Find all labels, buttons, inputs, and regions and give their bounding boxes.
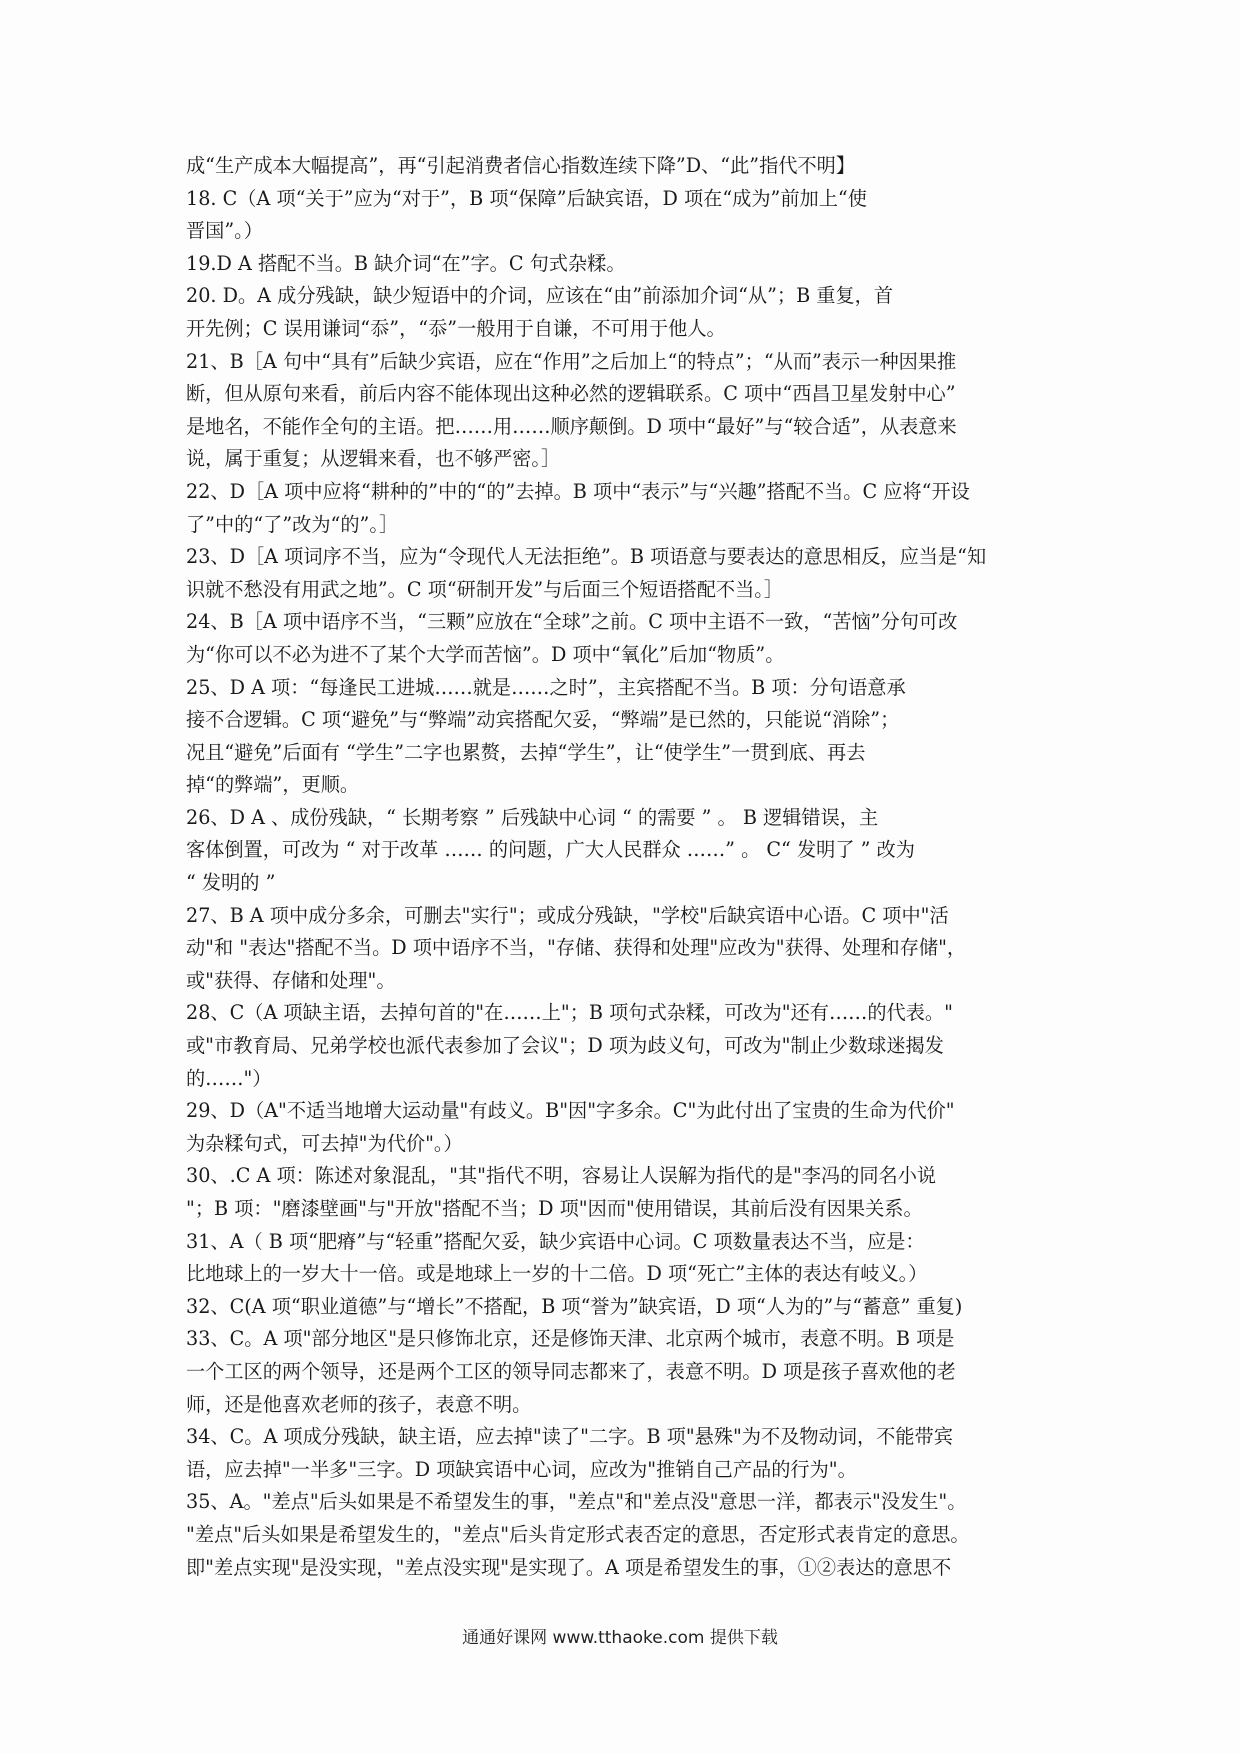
text-line: 34、C。A 项成分残缺，缺主语，应去掉"读了"二字。B 项"悬殊"为不及物动词，不能带宾: [186, 1425, 953, 1449]
text-line: "；B 项："磨漆壁画"与"开放"搭配不当；D 项"因而"使用错误，其前后没有因果关系。: [186, 1197, 923, 1220]
text-line: 24、B［A 项中语序不当，“三颗”应放在“全球”之前。C 项中主语不一致，“苦恼”分句可改: [186, 610, 958, 634]
text-line: 25、D A 项：“每逢民工进城……就是……之时”，主宾搭配不当。B 项：分句语意承: [186, 675, 906, 699]
text-line: 或"获得、存储和处理"。: [186, 968, 396, 992]
text-line: 20. D。A 成分残缺，缺少短语中的介词，应该在“由”前添加介词“从”；B 重复，首: [186, 284, 894, 308]
text-line: 掉“的弊端”，更顺。: [186, 773, 360, 797]
text-line: "差点"后头如果是希望发生的，"差点"后头肯定形式表否定的意思，否定形式表肯定的意思。: [186, 1522, 970, 1546]
text-line: 27、B A 项中成分多余，可删去"实行"；或成分残缺，"学校"后缺宾语中心语。C 项中"活: [186, 903, 949, 927]
text-line: 说，属于重复；从逻辑来看，也不够严密。］: [186, 447, 561, 471]
text-line: 32、C(A 项“职业道德”与“增长”不搭配，B 项“誉为”缺宾语，D 项“人为的”与“蓄意” 重复): [186, 1294, 963, 1318]
text-line: 35、A。"差点"后头如果是不希望发生的事，"差点"和"差点没"意思一洋，都表示"没发生"。: [186, 1490, 967, 1514]
text-line: 了”中的“了”改为“的”。］: [186, 512, 399, 536]
text-line: 29、D（A"不适当地增大运动量"有歧义。B"因"字多余。C"为此付出了宝贵的生命为代价": [186, 1099, 955, 1123]
text-line: 况且“避免”后面有 “学生”二字也累赘，去掉“学生”，让“使学生”一贯到底、再去: [186, 740, 866, 764]
text-line: 识就不愁没有用武之地”。C 项“研制开发”与后面三个短语搭配不当。］: [186, 577, 784, 601]
text-line: 即"差点实现"是没实现，"差点没实现"是实现了。A 项是希望发生的事，①②表达的意思不: [186, 1555, 952, 1579]
text-line: 22、D［A 项中应将“耕种的”中的“的”去掉。B 项中“表示”与“兴趣”搭配不当。C 应将“开设: [186, 479, 970, 503]
text-line: 31、A（ B 项“肥瘠”与“轻重”搭配欠妥，缺少宾语中心词。C 项数量表达不当，应是：: [186, 1229, 925, 1253]
text-line: 19.D A 搭配不当。B 缺介词“在”字。C 句式杂糅。: [186, 251, 626, 275]
text-line: 33、C。A 项"部分地区"是只修饰北京，还是修饰天津、北京两个城市，表意不明。B 项是: [186, 1327, 955, 1351]
text-line: 为杂糅句式，可去掉"为代价"。）: [186, 1131, 463, 1155]
text-line: 的……"）: [186, 1066, 272, 1090]
text-line: 18. C（A 项“关于”应为“对于”，B 项“保障”后缺宾语，D 项在“成为”前加上“使: [186, 186, 867, 210]
text-line: 26、D A 、成份残缺，“ 长期考察 ” 后残缺中心词 “ 的需要 ” 。 B 逻辑错误，主: [186, 805, 879, 829]
text-line: 23、D［A 项词序不当，应为“令现代人无法拒绝”。B 项语意与要表达的意思相反，应当是“知: [186, 545, 987, 569]
text-line: 开先例；C 误用谦词“忝”，“忝”一般用于自谦，不可用于他人。: [186, 316, 726, 340]
text-line: 是地名，不能作全句的主语。把……用……顺序颠倒。D 项中“最好”与“较合适”，从表意来: [186, 414, 957, 438]
text-line: 成“生产成本大幅提高”，再“引起消费者信心指数连续下降”D、“此”指代不明】: [186, 154, 856, 177]
text-line: 师，还是他喜欢老师的孩子，表意不明。: [186, 1392, 532, 1416]
text-line: 语，应去掉"一半多"三字。D 项缺宾语中心词，应改为"推销自己产品的行为"。: [186, 1457, 857, 1481]
text-line: 一个工区的两个领导，还是两个工区的领导同志都来了，表意不明。D 项是孩子喜欢他的老: [186, 1359, 956, 1383]
text-line: 30、.C A 项：陈述对象混乱，"其"指代不明，容易让人误解为指代的是"李冯的同名小说: [186, 1164, 937, 1188]
page-footer: 通通好课网 www.tthaoke.com 提供下载: [462, 1628, 778, 1648]
text-line: 或"市教育局、兄弟学校也派代表参加了会议"；D 项为歧义句，可改为"制止少数球迷揭发: [186, 1034, 944, 1058]
text-line: “ 发明的 ”: [186, 871, 276, 895]
text-line: 接不合逻辑。C 项“避免”与“弊端”动宾搭配欠妥，“弊端”是已然的，只能说“消除”；: [186, 708, 900, 732]
answer-text-body: [186, 150, 1056, 1584]
text-line: 晋国”。）: [186, 219, 263, 243]
text-line: 断，但从原句来看，前后内容不能体现出这种必然的逻辑联系。C 项中“西昌卫星发射中心”: [186, 382, 956, 406]
text-line: 客体倒置，可改为 “ 对于改革 …… 的问题，广大人民群众 ……” 。 C“ 发明了 ” 改为: [186, 838, 915, 862]
text-line: 28、C（A 项缺主语，去掉句首的"在……上"；B 项句式杂糅，可改为"还有……的代表。": [186, 1001, 953, 1025]
text-line: 比地球上的一岁大十一倍。或是地球上一岁的十二倍。D 项“死亡”主体的表达有岐义。）: [186, 1262, 928, 1286]
text-line: 为“你可以不必为进不了某个大学而苦恼”。D 项中“氧化”后加“物质”。: [186, 642, 785, 666]
text-line: 21、B［A 句中“具有”后缺少宾语，应在“作用”之后加上“的特点”；“从而”表示一种因果推: [186, 349, 957, 373]
text-line: 动"和 "表达"搭配不当。D 项中语序不当，"存储、获得和处理"应改为"获得、处理和存储"，: [186, 936, 967, 960]
